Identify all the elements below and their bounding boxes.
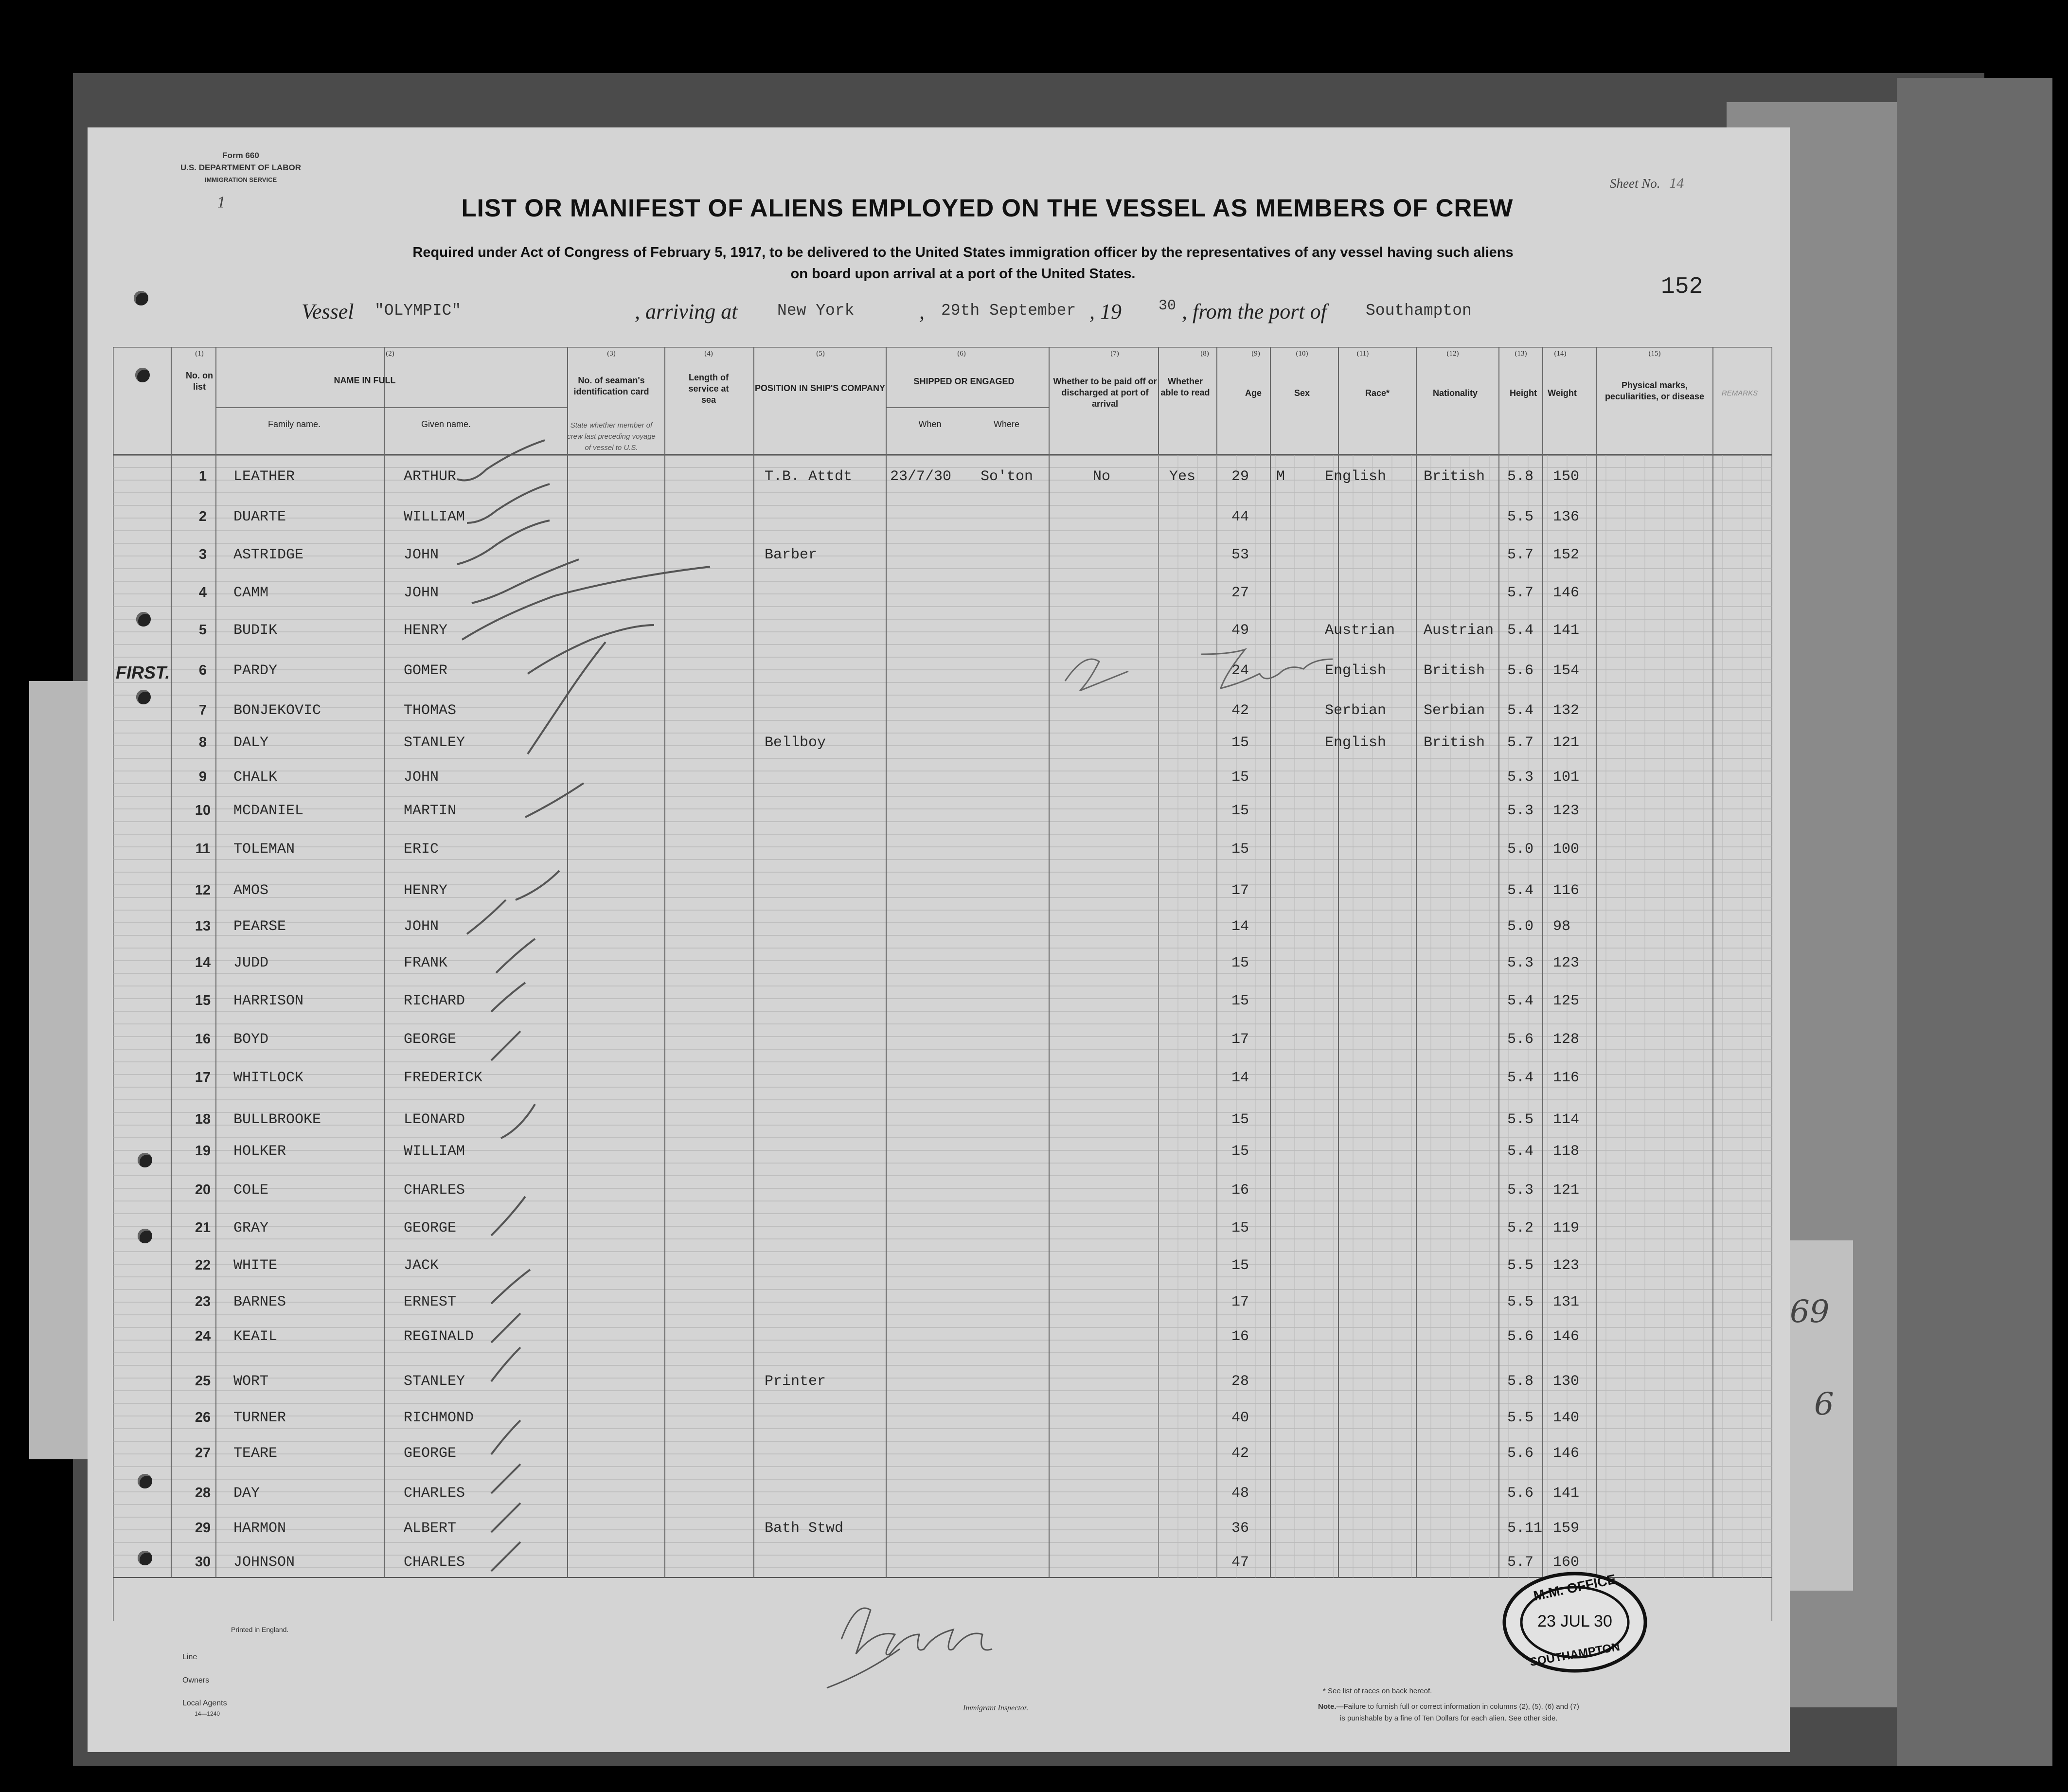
cell-height: 5.8	[1507, 1373, 1534, 1390]
note-label: Note.	[1318, 1702, 1337, 1711]
cell-given: THOMAS	[404, 702, 457, 719]
cell-family: COLE	[233, 1182, 269, 1199]
col-header-weight: Weight	[1548, 388, 1577, 398]
cell-age: 15	[1231, 1111, 1249, 1128]
stamp-date: 23 JUL 30	[1537, 1612, 1612, 1631]
cell-race: English	[1325, 468, 1387, 485]
department-name: U.S. DEPARTMENT OF LABOR	[180, 163, 302, 172]
cell-weight: 121	[1553, 1182, 1580, 1199]
col-header-position: POSITION IN SHIP'S COMPANY	[755, 383, 885, 393]
cell-age: 17	[1231, 1031, 1249, 1048]
cell-height: 5.5	[1507, 1410, 1534, 1426]
cell-no: 3	[198, 547, 207, 562]
col-header-shipped: SHIPPED OR ENGAGED	[913, 376, 1015, 386]
cell-no: 25	[195, 1373, 211, 1389]
cell-age: 24	[1231, 663, 1249, 679]
cell-age: 15	[1231, 1143, 1249, 1160]
cell-weight: 119	[1553, 1220, 1580, 1236]
cell-weight: 150	[1553, 468, 1580, 485]
cell-family: CHALK	[233, 769, 278, 786]
stamp-bottom: SOUTHAMPTON	[1529, 1640, 1621, 1669]
col-num: (7)	[1110, 350, 1119, 358]
owners-label: Owners	[182, 1676, 210, 1684]
cell-no: 8	[198, 735, 207, 750]
cell-given: ARTHUR	[404, 468, 457, 485]
cell-height: 5.5	[1507, 1111, 1534, 1128]
cell-no: 1	[198, 468, 207, 484]
cell-no: 10	[195, 803, 211, 818]
punch-hole	[135, 368, 150, 382]
cell-no: 9	[198, 769, 207, 785]
cell-given: FRANK	[404, 955, 448, 971]
cell-weight: 152	[1553, 547, 1580, 563]
cell-no: 12	[195, 882, 211, 898]
col-num: (12)	[1446, 350, 1459, 358]
cell-age: 16	[1231, 1328, 1249, 1345]
col-header-no: No. on list	[186, 371, 213, 392]
cell-age: 36	[1231, 1520, 1249, 1537]
cell-given: JOHN	[404, 547, 439, 563]
arrival-port: New York	[777, 302, 855, 320]
cell-family: BOYD	[233, 1031, 269, 1048]
cell-height: 5.6	[1507, 663, 1534, 679]
cell-family: GRAY	[233, 1220, 269, 1236]
cell-age: 42	[1231, 1445, 1249, 1462]
cell-family: MCDANIEL	[233, 803, 304, 819]
cell-given: CHARLES	[404, 1554, 465, 1571]
cell-family: TEARE	[233, 1445, 278, 1462]
cell-given: ERIC	[404, 841, 439, 858]
col-num: (15)	[1648, 350, 1661, 358]
col-num: (14)	[1554, 350, 1567, 358]
cell-family: WHITLOCK	[233, 1070, 304, 1086]
col-header-family: Family name.	[267, 419, 321, 429]
cell-no: 13	[195, 918, 211, 934]
cell-weight: 131	[1553, 1294, 1580, 1310]
cell-race: English	[1325, 663, 1387, 679]
col-num: (13)	[1515, 350, 1527, 358]
crossed-out-annotation	[1065, 649, 1333, 691]
cell-weight: 146	[1553, 585, 1580, 601]
cell-weight: 159	[1553, 1520, 1580, 1537]
col-num: (2)	[386, 350, 394, 358]
inspector-label: Immigrant Inspector.	[963, 1704, 1029, 1712]
note-text-2: is punishable by a fine of Ten Dollars for each alien. See other side.	[1340, 1714, 1558, 1722]
cell-no: 29	[195, 1520, 211, 1536]
cell-age: 15	[1231, 803, 1249, 819]
cell-given: JOHN	[404, 918, 439, 935]
page-title: LIST OR MANIFEST OF ALIENS EMPLOYED ON THE VESSEL AS MEMBERS OF CREW	[461, 194, 1514, 222]
cell-family: PEARSE	[233, 918, 286, 935]
cell-height: 5.7	[1507, 1554, 1534, 1571]
cell-weight: 123	[1553, 803, 1580, 819]
cell-age: 40	[1231, 1410, 1249, 1426]
cell-paid-off: No	[1093, 468, 1111, 485]
cell-no: 18	[195, 1111, 211, 1127]
cell-age: 15	[1231, 993, 1249, 1009]
cell-race: English	[1325, 735, 1387, 751]
from-port-label: , from the port of	[1182, 300, 1327, 323]
col-header-id-note: State whether member of crew last preceding voyage of vessel to U.S.	[567, 421, 656, 452]
cell-no: 21	[195, 1220, 211, 1236]
cell-no: 22	[195, 1257, 211, 1273]
cell-weight: 146	[1553, 1328, 1580, 1345]
cell-family: WHITE	[233, 1257, 278, 1274]
cell-family: TOLEMAN	[233, 841, 295, 858]
subtitle-line-1: Required under Act of Congress of February 5, 1917, to be delivered to the United States immigration officer by the representatives of any vessel having such aliens	[412, 245, 1514, 260]
col-header-age: Age	[1245, 388, 1262, 398]
col-num: (11)	[1356, 350, 1369, 358]
cell-no: 28	[195, 1485, 211, 1501]
cell-family: HARMON	[233, 1520, 286, 1537]
cell-family: HARRISON	[233, 993, 304, 1009]
cell-height: 5.3	[1507, 803, 1534, 819]
cell-given: FREDERICK	[404, 1070, 483, 1086]
col-header-name: NAME IN FULL	[334, 376, 396, 385]
cell-weight: 154	[1553, 663, 1580, 679]
document-number: 152	[1661, 274, 1703, 300]
cell-given: HENRY	[404, 622, 448, 639]
cell-nationality: British	[1424, 468, 1485, 485]
cell-height: 5.8	[1507, 468, 1534, 485]
cell-height: 5.4	[1507, 882, 1534, 899]
col-header-physical: Physical marks, peculiarities, or disease	[1604, 380, 1705, 401]
col-header-id-card: No. of seaman's identification card	[573, 376, 649, 396]
footnote	[1318, 1702, 1579, 1711]
cell-family: KEAIL	[233, 1328, 278, 1345]
cell-no: 6	[198, 663, 207, 678]
cell-family: WORT	[233, 1373, 269, 1390]
cell-no: 30	[195, 1554, 211, 1570]
cell-weight: 146	[1553, 1445, 1580, 1462]
cell-weight: 140	[1553, 1410, 1580, 1426]
col-num: (10)	[1296, 350, 1308, 358]
cell-given: STANLEY	[404, 1373, 465, 1390]
cell-race: Serbian	[1325, 702, 1387, 719]
cell-height: 5.5	[1507, 1257, 1534, 1274]
cell-nationality: Austrian	[1424, 622, 1494, 639]
cell-given: ERNEST	[404, 1294, 457, 1310]
cell-given: GEORGE	[404, 1445, 457, 1462]
service-name: IMMIGRATION SERVICE	[204, 176, 277, 183]
printed-note: Printed in England.	[231, 1626, 289, 1633]
cell-weight: 116	[1553, 1070, 1580, 1086]
cell-given: JOHN	[404, 585, 439, 601]
cell-height: 5.4	[1507, 993, 1534, 1009]
margin-tally-bottom: 6	[1814, 1386, 1834, 1422]
cell-age: 27	[1231, 585, 1249, 601]
cell-weight: 123	[1553, 1257, 1580, 1274]
cell-position: Barber	[765, 547, 818, 563]
cell-no: 15	[195, 993, 211, 1008]
cell-height: 5.11	[1507, 1520, 1543, 1537]
cell-weight: 130	[1553, 1373, 1580, 1390]
cell-age: 14	[1231, 1070, 1249, 1086]
cell-age: 15	[1231, 769, 1249, 786]
sheet-number-label: Sheet No.	[1610, 176, 1660, 191]
cell-no: 16	[195, 1031, 211, 1047]
cell-family: DAY	[233, 1485, 260, 1502]
comma: ,	[919, 300, 925, 323]
arriving-label: , arriving at	[635, 300, 738, 323]
cell-family: HOLKER	[233, 1143, 286, 1160]
col-header-read: Whether able to read	[1160, 376, 1210, 397]
pencil-checkmarks	[457, 440, 710, 1571]
vessel-name: "OLYMPIC"	[374, 302, 462, 320]
cell-weight: 118	[1553, 1143, 1580, 1160]
cell-height: 5.0	[1507, 918, 1534, 935]
cell-height: 5.2	[1507, 1220, 1534, 1236]
margin-tally-top: 69	[1790, 1294, 1830, 1330]
cell-age: 49	[1231, 622, 1249, 639]
punch-hole	[138, 1153, 152, 1167]
cell-age: 53	[1231, 547, 1249, 563]
cell-family: DALY	[233, 735, 269, 751]
cell-given: WILLIAM	[404, 509, 465, 525]
cell-family: PARDY	[233, 663, 278, 679]
cell-height: 5.4	[1507, 1143, 1534, 1160]
cell-weight: 101	[1553, 769, 1580, 786]
cell-no: 2	[198, 509, 207, 524]
cell-weight: 141	[1553, 1485, 1580, 1502]
cell-no: 7	[198, 702, 207, 718]
cell-weight: 114	[1553, 1111, 1580, 1128]
cell-weight: 136	[1553, 509, 1580, 525]
cell-weight: 123	[1553, 955, 1580, 971]
punch-hole	[138, 1229, 152, 1243]
cell-position: Bath Stwd	[765, 1520, 844, 1537]
cell-given: ALBERT	[404, 1520, 457, 1537]
col-header-when: When	[918, 419, 942, 429]
line-label: Line	[182, 1653, 197, 1661]
col-header-where: Where	[993, 419, 1019, 429]
cell-when: 23/7/30	[890, 468, 952, 485]
cell-position: Bellboy	[765, 735, 826, 751]
cell-family: AMOS	[233, 882, 269, 899]
cell-family: CAMM	[233, 585, 269, 601]
stamp-top: M.M. OFFICE	[1532, 1571, 1618, 1604]
cell-height: 5.0	[1507, 841, 1534, 858]
punch-hole	[136, 612, 151, 627]
cell-height: 5.3	[1507, 955, 1534, 971]
cell-weight: 132	[1553, 702, 1580, 719]
cell-age: 15	[1231, 841, 1249, 858]
cell-age: 17	[1231, 1294, 1249, 1310]
cell-given: JACK	[404, 1257, 439, 1274]
cell-height: 5.4	[1507, 1070, 1534, 1086]
cell-height: 5.4	[1507, 702, 1534, 719]
cell-no: 23	[195, 1294, 211, 1309]
cell-height: 5.5	[1507, 509, 1534, 525]
cell-family: BULLBROOKE	[233, 1111, 321, 1128]
cell-weight: 141	[1553, 622, 1580, 639]
col-num: (9)	[1251, 350, 1260, 358]
cell-height: 5.4	[1507, 622, 1534, 639]
cell-read: Yes	[1169, 468, 1196, 485]
sheet-number-value: 14	[1669, 175, 1684, 191]
cell-weight: 100	[1553, 841, 1580, 858]
col-header-race: Race*	[1365, 388, 1390, 398]
cell-height: 5.7	[1507, 735, 1534, 751]
cell-given: REGINALD	[404, 1328, 474, 1345]
cell-given: CHARLES	[404, 1485, 465, 1502]
cell-given: GEORGE	[404, 1220, 457, 1236]
arrival-date: 29th September	[941, 302, 1076, 320]
note-text-1: —Failure to furnish full or correct information in columns (2), (5), (6) and (7)	[1336, 1702, 1579, 1711]
cell-family: ASTRIDGE	[233, 547, 304, 563]
cell-weight: 128	[1553, 1031, 1580, 1048]
cell-weight: 121	[1553, 735, 1580, 751]
cell-given: CHARLES	[404, 1182, 465, 1199]
punch-hole	[138, 1474, 152, 1488]
cell-given: RICHARD	[404, 993, 465, 1009]
cell-given: STANLEY	[404, 735, 465, 751]
corner-mark: 1	[217, 195, 227, 212]
cell-family: DUARTE	[233, 509, 286, 525]
cell-given: LEONARD	[404, 1111, 465, 1128]
race-note: * See list of races on back hereof.	[1323, 1687, 1432, 1695]
cell-age: 44	[1231, 509, 1249, 525]
cell-family: JUDD	[233, 955, 269, 971]
margin-note: FIRST.	[116, 663, 170, 682]
cell-position: T.B. Attdt	[765, 468, 853, 485]
cell-age: 15	[1231, 1220, 1249, 1236]
cell-height: 5.6	[1507, 1445, 1534, 1462]
cell-no: 27	[195, 1445, 211, 1461]
cell-position: Printer	[765, 1373, 826, 1390]
local-agents-label: Local Agents	[182, 1699, 227, 1707]
cell-family: JOHNSON	[233, 1554, 295, 1571]
cell-family: TURNER	[233, 1410, 286, 1426]
cell-no: 20	[195, 1182, 211, 1198]
cell-nationality: British	[1424, 735, 1485, 751]
subtitle-line-2: on board upon arrival at a port of the United States.	[790, 266, 1136, 282]
cell-height: 5.3	[1507, 769, 1534, 786]
cell-age: 28	[1231, 1373, 1249, 1390]
cell-age: 48	[1231, 1485, 1249, 1502]
cell-given: JOHN	[404, 769, 439, 786]
cell-weight: 116	[1553, 882, 1580, 899]
cell-given: GEORGE	[404, 1031, 457, 1048]
cell-height: 5.6	[1507, 1328, 1534, 1345]
form-code: 14—1240	[195, 1710, 220, 1717]
cell-age: 15	[1231, 735, 1249, 751]
cell-weight: 160	[1553, 1554, 1580, 1571]
cell-age: 16	[1231, 1182, 1249, 1199]
cell-nationality: Serbian	[1424, 702, 1485, 719]
cell-height: 5.6	[1507, 1031, 1534, 1048]
cell-no: 26	[195, 1410, 211, 1425]
cell-weight: 98	[1553, 918, 1571, 935]
year-label: , 19	[1089, 300, 1122, 323]
cell-no: 5	[198, 622, 207, 638]
inspector-signature	[827, 1608, 992, 1688]
col-num: (6)	[957, 350, 966, 358]
cell-no: 24	[195, 1328, 211, 1344]
cell-age: 47	[1231, 1554, 1249, 1571]
departure-port: Southampton	[1366, 302, 1472, 320]
cell-height: 5.5	[1507, 1294, 1534, 1310]
cell-age: 15	[1231, 1257, 1249, 1274]
col-header-paid-off: Whether to be paid off or discharged at port of arrival	[1053, 376, 1157, 409]
cell-age: 14	[1231, 918, 1249, 935]
cell-given: HENRY	[404, 882, 448, 899]
cell-age: 15	[1231, 955, 1249, 971]
col-num: (3)	[607, 350, 616, 358]
cell-no: 17	[195, 1070, 211, 1085]
cell-given: MARTIN	[404, 803, 457, 819]
cell-nationality: British	[1424, 663, 1485, 679]
cell-height: 5.7	[1507, 547, 1534, 563]
cell-age: 17	[1231, 882, 1249, 899]
cell-height: 5.6	[1507, 1485, 1534, 1502]
cell-race: Austrian	[1325, 622, 1395, 639]
punch-hole	[136, 690, 151, 704]
col-header-service: Length of service at sea	[688, 373, 729, 405]
cell-family: BONJEKOVIC	[233, 702, 321, 719]
arrival-year: 30	[1159, 298, 1177, 314]
cell-height: 5.7	[1507, 585, 1534, 601]
col-header-height: Height	[1510, 388, 1537, 398]
col-header-given: Given name.	[421, 419, 471, 429]
col-num: (1)	[195, 350, 204, 358]
cell-no: 19	[195, 1143, 211, 1159]
col-num: (8)	[1200, 350, 1209, 358]
cell-no: 11	[195, 841, 211, 857]
col-header-remarks: REMARKS	[1721, 389, 1758, 397]
cell-family: LEATHER	[233, 468, 295, 485]
cell-sex: M	[1276, 468, 1285, 485]
cell-given: WILLIAM	[404, 1143, 465, 1160]
vessel-label: Vessel	[302, 300, 354, 323]
col-header-sex: Sex	[1294, 388, 1310, 398]
cell-family: BARNES	[233, 1294, 286, 1310]
col-header-nationality: Nationality	[1432, 388, 1478, 398]
cell-age: 29	[1231, 468, 1249, 485]
cell-given: GOMER	[404, 663, 448, 679]
cell-age: 42	[1231, 702, 1249, 719]
form-number: Form 660	[222, 151, 259, 160]
punch-hole	[138, 1551, 152, 1565]
cell-family: BUDIK	[233, 622, 278, 639]
cell-no: 14	[195, 955, 211, 970]
col-num: (5)	[816, 350, 825, 358]
punch-hole	[134, 291, 148, 305]
cell-where: So'ton	[981, 468, 1034, 485]
col-num: (4)	[704, 350, 713, 358]
cell-height: 5.3	[1507, 1182, 1534, 1199]
cell-weight: 125	[1553, 993, 1580, 1009]
office-stamp	[1502, 1571, 1648, 1673]
cell-no: 4	[198, 585, 207, 600]
cell-given: RICHMOND	[404, 1410, 474, 1426]
